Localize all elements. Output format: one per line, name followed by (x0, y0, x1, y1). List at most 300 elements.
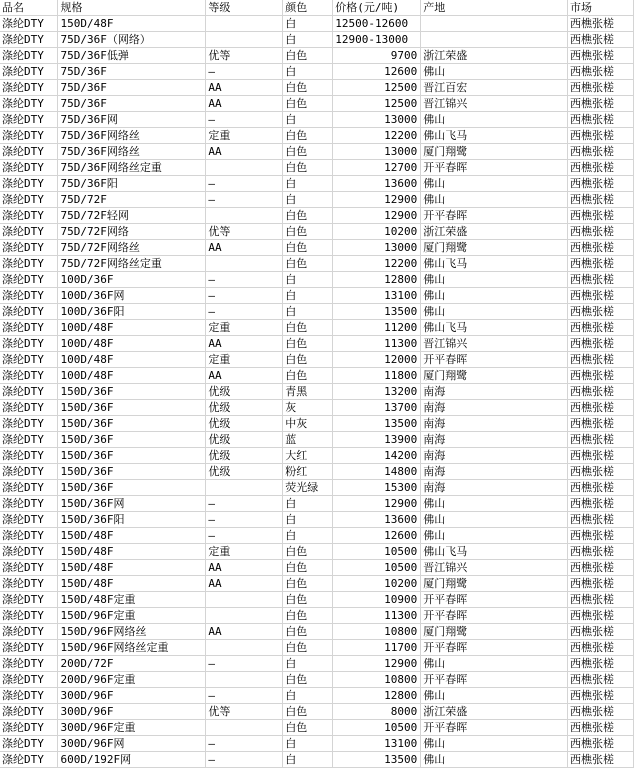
cell-name[interactable]: 涤纶DTY (0, 304, 58, 320)
cell-spec[interactable]: 100D/48F (58, 320, 206, 336)
cell-price[interactable]: 13500 (333, 752, 421, 768)
cell-color[interactable]: 白色 (283, 128, 333, 144)
cell-origin[interactable]: 厦门翔鹭 (421, 624, 568, 640)
cell-grade[interactable]: — (206, 528, 283, 544)
cell-grade[interactable] (206, 16, 283, 32)
cell-origin[interactable]: 厦门翔鹭 (421, 368, 568, 384)
cell-price[interactable]: 13500 (333, 304, 421, 320)
cell-market[interactable]: 西樵张槎 (568, 368, 634, 384)
cell-name[interactable]: 涤纶DTY (0, 640, 58, 656)
cell-price[interactable]: 10800 (333, 624, 421, 640)
cell-price[interactable]: 13100 (333, 736, 421, 752)
cell-name[interactable]: 涤纶DTY (0, 656, 58, 672)
cell-grade[interactable] (206, 160, 283, 176)
cell-market[interactable]: 西樵张槎 (568, 288, 634, 304)
cell-origin[interactable]: 厦门翔鹭 (421, 240, 568, 256)
cell-origin[interactable]: 开平春晖 (421, 208, 568, 224)
cell-price[interactable]: 12800 (333, 688, 421, 704)
cell-name[interactable]: 涤纶DTY (0, 560, 58, 576)
cell-spec[interactable]: 150D/48F (58, 544, 206, 560)
cell-spec[interactable]: 75D/36F阳 (58, 176, 206, 192)
cell-price[interactable]: 9700 (333, 48, 421, 64)
cell-grade[interactable]: — (206, 736, 283, 752)
cell-grade[interactable]: — (206, 656, 283, 672)
cell-color[interactable]: 白 (283, 192, 333, 208)
cell-name[interactable]: 涤纶DTY (0, 384, 58, 400)
cell-spec[interactable]: 100D/48F (58, 368, 206, 384)
cell-market[interactable]: 西樵张槎 (568, 448, 634, 464)
cell-spec[interactable]: 75D/36F低弹 (58, 48, 206, 64)
cell-spec[interactable]: 150D/36F (58, 464, 206, 480)
cell-color[interactable]: 中灰 (283, 416, 333, 432)
cell-market[interactable]: 西樵张槎 (568, 352, 634, 368)
cell-name[interactable]: 涤纶DTY (0, 352, 58, 368)
cell-color[interactable]: 白 (283, 112, 333, 128)
cell-spec[interactable]: 75D/36F网 (58, 112, 206, 128)
cell-market[interactable]: 西樵张槎 (568, 656, 634, 672)
cell-price[interactable]: 11300 (333, 336, 421, 352)
cell-name[interactable]: 涤纶DTY (0, 208, 58, 224)
cell-origin[interactable]: 佛山 (421, 288, 568, 304)
cell-grade[interactable]: — (206, 272, 283, 288)
cell-market[interactable]: 西樵张槎 (568, 208, 634, 224)
cell-spec[interactable]: 100D/36F阳 (58, 304, 206, 320)
cell-spec[interactable]: 75D/36F网络丝 (58, 144, 206, 160)
cell-price[interactable]: 13000 (333, 240, 421, 256)
cell-grade[interactable]: 优等 (206, 48, 283, 64)
cell-market[interactable]: 西樵张槎 (568, 672, 634, 688)
cell-color[interactable]: 白色 (283, 624, 333, 640)
cell-market[interactable]: 西樵张槎 (568, 32, 634, 48)
cell-grade[interactable]: 定重 (206, 352, 283, 368)
cell-market[interactable]: 西樵张槎 (568, 144, 634, 160)
cell-origin[interactable]: 开平春晖 (421, 672, 568, 688)
cell-price[interactable]: 15300 (333, 480, 421, 496)
cell-spec[interactable]: 100D/36F网 (58, 288, 206, 304)
cell-spec[interactable]: 150D/48F (58, 16, 206, 32)
cell-grade[interactable]: 优级 (206, 448, 283, 464)
cell-origin[interactable]: 开平春晖 (421, 720, 568, 736)
cell-origin[interactable] (421, 16, 568, 32)
cell-grade[interactable]: AA (206, 80, 283, 96)
cell-name[interactable]: 涤纶DTY (0, 112, 58, 128)
cell-market[interactable]: 西樵张槎 (568, 528, 634, 544)
cell-price[interactable]: 12900 (333, 656, 421, 672)
cell-grade[interactable]: AA (206, 240, 283, 256)
cell-market[interactable]: 西樵张槎 (568, 160, 634, 176)
cell-market[interactable]: 西樵张槎 (568, 608, 634, 624)
cell-color[interactable]: 白色 (283, 368, 333, 384)
cell-grade[interactable] (206, 608, 283, 624)
cell-color[interactable]: 白 (283, 752, 333, 768)
cell-spec[interactable]: 150D/36F (58, 400, 206, 416)
cell-price[interactable]: 12900-13000 (333, 32, 421, 48)
cell-grade[interactable] (206, 672, 283, 688)
cell-market[interactable]: 西樵张槎 (568, 176, 634, 192)
cell-color[interactable]: 白色 (283, 96, 333, 112)
cell-price[interactable]: 13000 (333, 112, 421, 128)
cell-price[interactable]: 12900 (333, 208, 421, 224)
cell-color[interactable]: 白 (283, 16, 333, 32)
cell-name[interactable]: 涤纶DTY (0, 704, 58, 720)
cell-color[interactable]: 白 (283, 176, 333, 192)
cell-origin[interactable]: 佛山飞马 (421, 256, 568, 272)
cell-price[interactable]: 10500 (333, 720, 421, 736)
cell-color[interactable]: 灰 (283, 400, 333, 416)
cell-market[interactable]: 西樵张槎 (568, 544, 634, 560)
cell-origin[interactable]: 佛山 (421, 528, 568, 544)
cell-grade[interactable]: AA (206, 144, 283, 160)
cell-spec[interactable]: 75D/36F (58, 80, 206, 96)
cell-spec[interactable]: 75D/36F (58, 64, 206, 80)
cell-spec[interactable]: 150D/48F (58, 576, 206, 592)
cell-origin[interactable]: 佛山 (421, 272, 568, 288)
cell-grade[interactable]: 优级 (206, 416, 283, 432)
cell-spec[interactable]: 150D/96F网络丝 (58, 624, 206, 640)
cell-grade[interactable]: AA (206, 368, 283, 384)
cell-origin[interactable]: 开平春晖 (421, 592, 568, 608)
header-cell-grade[interactable]: 等级 (206, 0, 283, 16)
cell-market[interactable]: 西樵张槎 (568, 80, 634, 96)
cell-color[interactable]: 白 (283, 656, 333, 672)
cell-color[interactable]: 白 (283, 512, 333, 528)
cell-grade[interactable]: — (206, 192, 283, 208)
cell-name[interactable]: 涤纶DTY (0, 64, 58, 80)
cell-origin[interactable]: 南海 (421, 416, 568, 432)
cell-origin[interactable]: 南海 (421, 400, 568, 416)
cell-market[interactable]: 西樵张槎 (568, 640, 634, 656)
cell-spec[interactable]: 300D/96F网 (58, 736, 206, 752)
cell-market[interactable]: 西樵张槎 (568, 192, 634, 208)
cell-price[interactable]: 13700 (333, 400, 421, 416)
cell-grade[interactable]: AA (206, 576, 283, 592)
header-cell-origin[interactable]: 产地 (421, 0, 568, 16)
cell-color[interactable]: 白色 (283, 544, 333, 560)
cell-spec[interactable]: 75D/36F网络丝定重 (58, 160, 206, 176)
cell-origin[interactable]: 浙江荣盛 (421, 704, 568, 720)
cell-color[interactable]: 白 (283, 496, 333, 512)
cell-color[interactable]: 白 (283, 64, 333, 80)
cell-market[interactable]: 西樵张槎 (568, 240, 634, 256)
cell-name[interactable]: 涤纶DTY (0, 320, 58, 336)
cell-market[interactable]: 西樵张槎 (568, 320, 634, 336)
cell-market[interactable]: 西樵张槎 (568, 16, 634, 32)
cell-color[interactable]: 白 (283, 304, 333, 320)
cell-market[interactable]: 西樵张槎 (568, 96, 634, 112)
header-cell-price[interactable]: 价格(元/吨) (333, 0, 421, 16)
cell-name[interactable]: 涤纶DTY (0, 32, 58, 48)
cell-market[interactable]: 西樵张槎 (568, 560, 634, 576)
cell-name[interactable]: 涤纶DTY (0, 16, 58, 32)
cell-market[interactable]: 西樵张槎 (568, 416, 634, 432)
cell-grade[interactable]: 优级 (206, 384, 283, 400)
cell-grade[interactable] (206, 640, 283, 656)
cell-price[interactable]: 13500 (333, 416, 421, 432)
cell-color[interactable]: 大红 (283, 448, 333, 464)
cell-origin[interactable] (421, 32, 568, 48)
cell-origin[interactable]: 厦门翔鹭 (421, 576, 568, 592)
cell-spec[interactable]: 150D/48F定重 (58, 592, 206, 608)
cell-spec[interactable]: 150D/48F (58, 560, 206, 576)
cell-color[interactable]: 白 (283, 272, 333, 288)
cell-price[interactable]: 14800 (333, 464, 421, 480)
cell-name[interactable]: 涤纶DTY (0, 192, 58, 208)
cell-color[interactable]: 白 (283, 736, 333, 752)
cell-origin[interactable]: 佛山飞马 (421, 320, 568, 336)
cell-color[interactable]: 白色 (283, 608, 333, 624)
cell-grade[interactable]: AA (206, 96, 283, 112)
cell-name[interactable]: 涤纶DTY (0, 752, 58, 768)
cell-spec[interactable]: 150D/36F (58, 416, 206, 432)
cell-spec[interactable]: 200D/96F定重 (58, 672, 206, 688)
cell-market[interactable]: 西樵张槎 (568, 704, 634, 720)
cell-origin[interactable]: 浙江荣盛 (421, 224, 568, 240)
cell-grade[interactable] (206, 208, 283, 224)
cell-color[interactable]: 白色 (283, 352, 333, 368)
cell-color[interactable]: 白色 (283, 640, 333, 656)
cell-name[interactable]: 涤纶DTY (0, 480, 58, 496)
cell-name[interactable]: 涤纶DTY (0, 608, 58, 624)
header-cell-color[interactable]: 颜色 (283, 0, 333, 16)
cell-name[interactable]: 涤纶DTY (0, 96, 58, 112)
cell-color[interactable]: 粉红 (283, 464, 333, 480)
cell-origin[interactable]: 南海 (421, 432, 568, 448)
cell-color[interactable]: 白色 (283, 240, 333, 256)
header-cell-spec[interactable]: 规格 (58, 0, 206, 16)
cell-color[interactable]: 白色 (283, 560, 333, 576)
cell-grade[interactable]: — (206, 176, 283, 192)
cell-spec[interactable]: 75D/36F (58, 96, 206, 112)
cell-price[interactable]: 12900 (333, 192, 421, 208)
cell-market[interactable]: 西樵张槎 (568, 400, 634, 416)
cell-market[interactable]: 西樵张槎 (568, 336, 634, 352)
cell-grade[interactable]: — (206, 688, 283, 704)
cell-grade[interactable]: 优级 (206, 464, 283, 480)
cell-market[interactable]: 西樵张槎 (568, 64, 634, 80)
cell-market[interactable]: 西樵张槎 (568, 112, 634, 128)
cell-name[interactable]: 涤纶DTY (0, 432, 58, 448)
cell-name[interactable]: 涤纶DTY (0, 592, 58, 608)
cell-name[interactable]: 涤纶DTY (0, 336, 58, 352)
cell-grade[interactable] (206, 592, 283, 608)
cell-spec[interactable]: 100D/36F (58, 272, 206, 288)
cell-price[interactable]: 12600 (333, 528, 421, 544)
cell-grade[interactable]: AA (206, 560, 283, 576)
cell-spec[interactable]: 150D/36F (58, 448, 206, 464)
cell-price[interactable]: 10500 (333, 544, 421, 560)
cell-grade[interactable]: — (206, 288, 283, 304)
cell-name[interactable]: 涤纶DTY (0, 128, 58, 144)
cell-market[interactable]: 西樵张槎 (568, 592, 634, 608)
cell-name[interactable]: 涤纶DTY (0, 464, 58, 480)
cell-price[interactable]: 13000 (333, 144, 421, 160)
cell-origin[interactable]: 晋江锦兴 (421, 336, 568, 352)
cell-color[interactable]: 白色 (283, 320, 333, 336)
cell-spec[interactable]: 150D/36F网 (58, 496, 206, 512)
cell-price[interactable]: 13200 (333, 384, 421, 400)
cell-grade[interactable]: 优等 (206, 224, 283, 240)
cell-grade[interactable]: — (206, 304, 283, 320)
cell-name[interactable]: 涤纶DTY (0, 528, 58, 544)
cell-spec[interactable]: 200D/72F (58, 656, 206, 672)
cell-price[interactable]: 13600 (333, 176, 421, 192)
cell-origin[interactable]: 佛山 (421, 192, 568, 208)
cell-market[interactable]: 西樵张槎 (568, 480, 634, 496)
cell-color[interactable]: 白色 (283, 720, 333, 736)
cell-price[interactable]: 10800 (333, 672, 421, 688)
cell-price[interactable]: 14200 (333, 448, 421, 464)
cell-origin[interactable]: 厦门翔鹭 (421, 144, 568, 160)
cell-market[interactable]: 西樵张槎 (568, 432, 634, 448)
cell-grade[interactable]: — (206, 112, 283, 128)
cell-grade[interactable] (206, 256, 283, 272)
cell-name[interactable]: 涤纶DTY (0, 160, 58, 176)
cell-name[interactable]: 涤纶DTY (0, 448, 58, 464)
cell-market[interactable]: 西樵张槎 (568, 688, 634, 704)
header-cell-name[interactable]: 品名 (0, 0, 58, 16)
cell-name[interactable]: 涤纶DTY (0, 416, 58, 432)
cell-market[interactable]: 西樵张槎 (568, 304, 634, 320)
cell-color[interactable]: 白色 (283, 256, 333, 272)
cell-grade[interactable]: 优等 (206, 704, 283, 720)
cell-name[interactable]: 涤纶DTY (0, 288, 58, 304)
cell-color[interactable]: 白色 (283, 144, 333, 160)
cell-market[interactable]: 西樵张槎 (568, 496, 634, 512)
cell-spec[interactable]: 100D/48F (58, 352, 206, 368)
cell-name[interactable]: 涤纶DTY (0, 400, 58, 416)
cell-origin[interactable]: 佛山 (421, 656, 568, 672)
cell-name[interactable]: 涤纶DTY (0, 240, 58, 256)
cell-spec[interactable]: 300D/96F定重 (58, 720, 206, 736)
cell-price[interactable]: 12800 (333, 272, 421, 288)
cell-origin[interactable]: 佛山飞马 (421, 544, 568, 560)
cell-name[interactable]: 涤纶DTY (0, 368, 58, 384)
cell-price[interactable]: 12500 (333, 80, 421, 96)
cell-color[interactable]: 白色 (283, 592, 333, 608)
cell-color[interactable]: 白色 (283, 80, 333, 96)
cell-spec[interactable]: 150D/36F (58, 384, 206, 400)
cell-grade[interactable]: — (206, 64, 283, 80)
cell-price[interactable]: 12200 (333, 256, 421, 272)
cell-spec[interactable]: 150D/36F阳 (58, 512, 206, 528)
cell-origin[interactable]: 佛山 (421, 752, 568, 768)
cell-price[interactable]: 13600 (333, 512, 421, 528)
cell-color[interactable]: 白色 (283, 160, 333, 176)
cell-name[interactable]: 涤纶DTY (0, 736, 58, 752)
cell-name[interactable]: 涤纶DTY (0, 48, 58, 64)
cell-origin[interactable]: 浙江荣盛 (421, 48, 568, 64)
cell-grade[interactable]: 优级 (206, 400, 283, 416)
cell-price[interactable]: 12900 (333, 496, 421, 512)
cell-price[interactable]: 13100 (333, 288, 421, 304)
cell-market[interactable]: 西樵张槎 (568, 128, 634, 144)
cell-origin[interactable]: 南海 (421, 464, 568, 480)
cell-name[interactable]: 涤纶DTY (0, 256, 58, 272)
cell-grade[interactable] (206, 720, 283, 736)
cell-spec[interactable]: 75D/72F网络 (58, 224, 206, 240)
cell-origin[interactable]: 佛山 (421, 512, 568, 528)
cell-origin[interactable]: 南海 (421, 384, 568, 400)
cell-origin[interactable]: 佛山飞马 (421, 128, 568, 144)
cell-name[interactable]: 涤纶DTY (0, 512, 58, 528)
cell-grade[interactable]: AA (206, 336, 283, 352)
cell-origin[interactable]: 晋江百宏 (421, 80, 568, 96)
cell-color[interactable]: 白色 (283, 208, 333, 224)
cell-name[interactable]: 涤纶DTY (0, 672, 58, 688)
cell-price[interactable]: 10200 (333, 224, 421, 240)
cell-grade[interactable]: — (206, 496, 283, 512)
cell-origin[interactable]: 佛山 (421, 64, 568, 80)
cell-spec[interactable]: 75D/72F轻网 (58, 208, 206, 224)
cell-price[interactable]: 11200 (333, 320, 421, 336)
cell-color[interactable]: 白色 (283, 704, 333, 720)
cell-market[interactable]: 西樵张槎 (568, 720, 634, 736)
cell-color[interactable]: 白 (283, 528, 333, 544)
cell-spec[interactable]: 75D/72F网络丝定重 (58, 256, 206, 272)
cell-price[interactable]: 10200 (333, 576, 421, 592)
cell-market[interactable]: 西樵张槎 (568, 384, 634, 400)
cell-market[interactable]: 西樵张槎 (568, 48, 634, 64)
cell-price[interactable]: 12000 (333, 352, 421, 368)
cell-color[interactable]: 白色 (283, 336, 333, 352)
cell-market[interactable]: 西樵张槎 (568, 464, 634, 480)
cell-spec[interactable]: 75D/36F网络丝 (58, 128, 206, 144)
cell-color[interactable]: 白 (283, 688, 333, 704)
cell-color[interactable]: 青黑 (283, 384, 333, 400)
cell-origin[interactable]: 南海 (421, 448, 568, 464)
cell-price[interactable]: 11800 (333, 368, 421, 384)
cell-color[interactable]: 白色 (283, 576, 333, 592)
cell-price[interactable]: 11700 (333, 640, 421, 656)
cell-spec[interactable]: 150D/96F网络丝定重 (58, 640, 206, 656)
cell-market[interactable]: 西樵张槎 (568, 256, 634, 272)
cell-price[interactable]: 12500 (333, 96, 421, 112)
cell-color[interactable]: 白 (283, 32, 333, 48)
cell-spec[interactable]: 600D/192F网 (58, 752, 206, 768)
cell-spec[interactable]: 150D/48F (58, 528, 206, 544)
cell-grade[interactable]: 优级 (206, 432, 283, 448)
cell-origin[interactable]: 晋江锦兴 (421, 96, 568, 112)
cell-grade[interactable]: 定重 (206, 128, 283, 144)
header-cell-market[interactable]: 市场 (568, 0, 634, 16)
cell-origin[interactable]: 佛山 (421, 688, 568, 704)
cell-color[interactable]: 白色 (283, 48, 333, 64)
cell-name[interactable]: 涤纶DTY (0, 496, 58, 512)
cell-name[interactable]: 涤纶DTY (0, 624, 58, 640)
cell-name[interactable]: 涤纶DTY (0, 224, 58, 240)
cell-grade[interactable]: AA (206, 624, 283, 640)
cell-name[interactable]: 涤纶DTY (0, 80, 58, 96)
cell-origin[interactable]: 佛山 (421, 496, 568, 512)
cell-grade[interactable]: 定重 (206, 544, 283, 560)
cell-grade[interactable] (206, 480, 283, 496)
cell-origin[interactable]: 佛山 (421, 112, 568, 128)
cell-price[interactable]: 10900 (333, 592, 421, 608)
cell-price[interactable]: 12200 (333, 128, 421, 144)
cell-grade[interactable] (206, 32, 283, 48)
cell-grade[interactable]: — (206, 752, 283, 768)
cell-spec[interactable]: 150D/36F (58, 432, 206, 448)
cell-color[interactable]: 蓝 (283, 432, 333, 448)
cell-color[interactable]: 荧光绿 (283, 480, 333, 496)
cell-name[interactable]: 涤纶DTY (0, 544, 58, 560)
cell-color[interactable]: 白色 (283, 672, 333, 688)
cell-grade[interactable]: — (206, 512, 283, 528)
cell-price[interactable]: 8000 (333, 704, 421, 720)
cell-name[interactable]: 涤纶DTY (0, 144, 58, 160)
cell-origin[interactable]: 开平春晖 (421, 352, 568, 368)
cell-spec[interactable]: 150D/96F定重 (58, 608, 206, 624)
